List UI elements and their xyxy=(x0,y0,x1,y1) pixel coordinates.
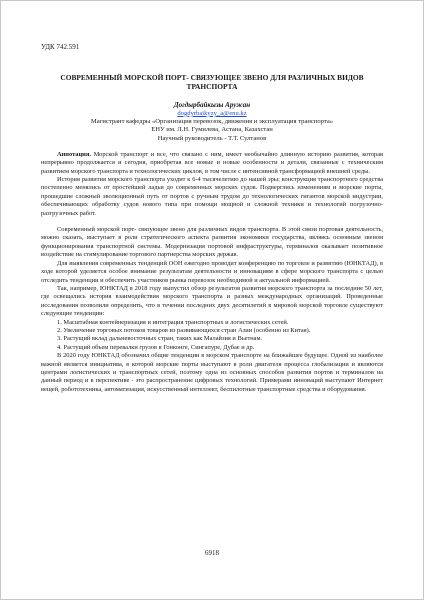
trend-list-item-1: 1. Масштабная контейнеризация и интеграция транспортных и логистических сетей. xyxy=(57,318,289,326)
abstract-label: Аннотация. xyxy=(57,150,91,158)
article-title: СОВРЕМЕННЫЙ МОРСКОЙ ПОРТ- СВЯЗУЮЩЕЕ ЗВЕНО ДЛЯ РАЗЛИЧНЫХ ВИДОВ ТРАНСПОРТА xyxy=(60,73,364,92)
abstract-text: Морской транспорт и все, что связано с ним, имеет необычайно длинную историю развития, которая непрерывно продолжается и сегодня, приобретая все новые и новые особенности и детали, связанные с техническим развитием морского транспорта и технологических циклов, в том числе с интенсивной трансформацией внешней среды. xyxy=(41,150,383,175)
author-name: Догдырбайкызы Аружан xyxy=(173,101,251,110)
author-email-link[interactable]: dogdyrbaikyzy_a@enu.kz xyxy=(177,109,247,117)
abstract-paragraph xyxy=(41,151,383,176)
affiliation-university: ЕНУ им. Л.Н. Гумилева, Астана, Казахстан xyxy=(151,126,273,134)
body-paragraph-4: В 2020 году ЮНКТАД обозначил общие тенденции в морском транспорте на ближайшее будущее. Одной из наиболее важной является инициатива, в которой морские порты выступают в роли двигателя процесса глобализации и являются центрами логистических и транспортных сетей, поэтому одна из основных способов развития портов и терминалов на данный период и в перспективе - это распространение цифровых технологий. Примерами инноваций выступают Интернет вещей, робототехника, автоматизация, искусственный интеллект, беспилотные транспортные средства и оборудования. xyxy=(41,352,383,393)
supervisor-line: Научный руководитель - Т.Т. Султанов xyxy=(157,134,267,142)
affiliation-line: Магистрант кафедры «Организация перевозок, движения и эксплуатация транспорта» xyxy=(90,118,334,126)
trend-list-item-2: 2. Увеличение торговых потоков товаров из развивающихся стран Азии (особенно из Китая). xyxy=(57,326,311,334)
trend-list-item-4: 4. Растущий объем перевалки грузов в Гонконге, Сингапуре, Дубае и др. xyxy=(57,343,255,351)
history-paragraph: История развития морского транспорта уходит к 6-4 тысячелетию до нашей эры: конструкция транспортного средства постепенно менялись от простейшей ладьи до современных морских судов. Подверглись изменениям и морские порты, прошедшие сложный эволюционный путь от портов с ручным трудом до технологических гигантов морской индустрии, обеспечивающих обработку судов нового типа при помощи мощной и сложной техники и технологий погрузочно-разгрузочных работ. xyxy=(41,176,383,217)
udk-code: УДК 742.591 xyxy=(41,43,80,51)
body-paragraph-2: Для выявления современных тенденций ООН ежегодно проводит конференцию по торговле и развитию (ЮНКТАД), в ходе которой уделяется особое внимание результатам деятельности и инновациям в сфере морского транспорта с целью отследить тенденции и обеспечить участников рынка перевозок необходимой и актуальной информацией. xyxy=(41,259,383,284)
body-paragraph-3: Так, например, ЮНКТАД в 2018 году выпустил обзор результатов развития морского транспорта за последние 50 лет, где освещались история взаимодействия морского транспорта и разных международных организаций. Проведенные исследования позволили определить, что в течении последних двух десятилетий в мировой морской торговле существуют следующие тенденции: xyxy=(41,284,383,318)
trend-list-item-3: 3. Растущий вклад дальневосточных стран, таких как Малайзия и Вьетнам. xyxy=(57,335,263,343)
page-content xyxy=(41,43,383,394)
page-number: 6918 xyxy=(205,549,219,557)
body-paragraph-1: Современный морской порт- связующее звено для различных видов транспорта. В этой связи портовая деятельность, можно сказать, выступает в роли стратегического аспекта развития экономики государства, являясь основным звеном функционирования транспортной системы. Модернизация портовой инфраструктуры, терминалов оказывает позитивное воздействие на стимулирование торгового партнерства морских держав. xyxy=(41,226,383,259)
